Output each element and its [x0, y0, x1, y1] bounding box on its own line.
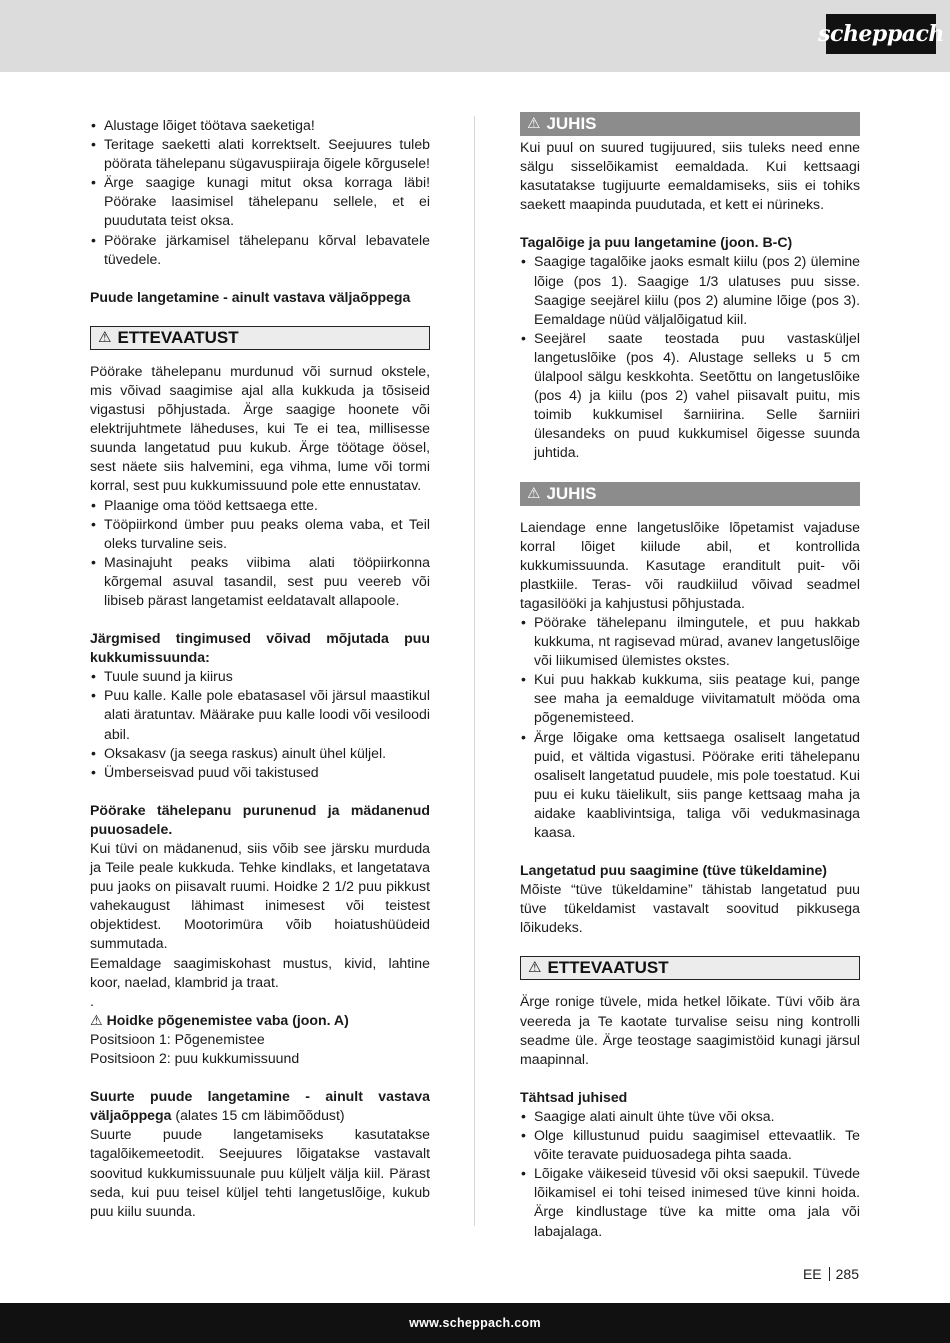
decay-heading: Pöörake tähelepanu purunenud ja mädanenud puuosadele.	[90, 801, 430, 837]
list-item: • Ümberseisvad puud või takistused	[90, 763, 430, 782]
list-item: • Kui puu hakkab kukkuma, siis peatage kui, pange see maha ja eemalduge viivitamatult mööda oma põgenemisteed.	[520, 670, 860, 727]
bucking-heading: Langetatud puu saagimine (tüve tükeldamine)	[520, 862, 827, 879]
caution-label: ETTEVAATUST	[547, 958, 669, 978]
caution-text: Pöörake tähelepanu murdunud või surnud okstele, mis võivad saagimise ajal alla kukkuda ja tõsiseid vigastusi põhjustada. Ärge saagige hoonete või elektrijuhtmete läheduses, kui Te ei tea, millisesse suunda langetatud puu kukub. Ärge töötage öösel, sest näete siis halvemini, ega vihma, lume või tormi korral, sest puu kukkumissuund pole ette ennustatav.	[90, 362, 430, 494]
large-heading: Suurte puude langetamine - ainult vastava väljaõppega (alates 15 cm läbimõõdust)	[90, 1088, 430, 1124]
header-band	[0, 0, 950, 72]
right-column	[520, 116, 860, 1241]
warning-icon: ⚠	[98, 328, 112, 346]
backcut-list	[520, 252, 860, 462]
page-number	[803, 1266, 859, 1282]
list-item: • Plaanige oma tööd kettsaega ette.	[90, 496, 430, 515]
list-item: • Saagige tagalõike jaoks esmalt kiilu (pos 2) ülemine lõige (pos 1). Saagige 1/3 ulatuses puu sisse. Saagige seejärel kiilu (pos 2) alumine lõige (pos 3). Eemaldage nüüd väljalõigatud kiil.	[520, 252, 860, 328]
conditions-list	[90, 667, 430, 782]
list-item: • Alustage lõiget töötava saeketiga!	[90, 116, 430, 135]
footer-bar	[0, 1303, 950, 1343]
caution-box	[520, 956, 860, 980]
list-item: • Saagige alati ainult ühte tüve või oksa.	[520, 1107, 860, 1126]
page-number-value: 285	[835, 1266, 859, 1282]
escape-pos2: Positsioon 2: puu kukkumissuund	[90, 1050, 300, 1067]
list-item: • Lõigake väikeseid tüvesid või oksi saepukil. Tüvede lõikamisel ei tohi teised inimesed tüve kinni hoida. Ärge kindlustage tüve ka mitte oma jala või labajalaga.	[520, 1164, 860, 1240]
list-item: • Pöörake järkamisel tähelepanu kõrval lebavatele tüvedele.	[90, 231, 430, 269]
escape-heading: ⚠ Hoidke põgenemistee vaba (joon. A)	[90, 1011, 349, 1028]
caution-list	[90, 496, 430, 611]
important-heading: Tähtsad juhised	[520, 1088, 628, 1105]
list-item: • Olge killustunud puidu saagimisel ettevaatlik. Te võite teravate puiduosadega pihta saada.	[520, 1126, 860, 1164]
warning-icon: ⚠	[527, 115, 541, 132]
note-box	[520, 482, 860, 506]
list-item: • Ärge lõigake oma kettsaega osaliselt langetatud puid, et vältida vigastusi. Pöörake eriti tähelepanu osaliselt langetatud puudele, mis pole toestatud. Kui puu ei kuku täielikult, siis pange kettsaag maha ja aidake kaablivintsiga, taliga või vedukmasinaga kaasa.	[520, 728, 860, 843]
warning-icon: ⚠	[527, 484, 541, 502]
footer-url[interactable]: www.scheppach.com	[409, 1316, 541, 1330]
escape-pos1: Positsioon 1: Põgenemistee	[90, 1030, 265, 1047]
list-item: • Tuule suund ja kiirus	[90, 667, 430, 686]
note-label: JUHIS	[546, 114, 597, 133]
clear-text: Eemaldage saagimiskohast mustus, kivid, lahtine koor, naelad, klambrid ja traat.	[90, 954, 430, 990]
list-item: • Seejärel saate teostada puu vastasküljel langetuslõike (pos 4). Alustage selleks u 5 cm ülalpool sälgu keskkohta. Seetõttu on langetuslõike (pos 4) ja kiilu (pos 2) vahel piisavalt puitu, mis toimib kukkumisel šarniirina. Selle šarniiri ülesandeks on puud kukkumisel õigesse suunda juhtida.	[520, 329, 860, 463]
column-divider	[474, 116, 475, 1226]
left-column	[90, 116, 430, 1221]
list-item: • Masinajuht peaks viibima alati tööpiirkonna kõrgemal asuval tasandil, sest puu veereb või libiseb pärast langetamist eeldatavalt allapoole.	[90, 553, 430, 610]
list-top	[90, 116, 430, 269]
note-box	[520, 112, 860, 136]
list-item: • Teritage saeketti alati korrektselt. Seejuures tuleb pöörata tähelepanu sügavuspiiraja õigele kõrgusele!	[90, 135, 430, 173]
felling-heading: Puude langetamine - ainult vastava väljaõppega	[90, 288, 411, 305]
list-item: • Oksakasv (ja seega raskus) ainult ühel küljel.	[90, 744, 430, 763]
warning-icon: ⚠	[528, 959, 542, 977]
backcut-heading: Tagalõige ja puu langetamine (joon. B-C)	[520, 234, 793, 251]
note-list	[520, 613, 860, 842]
important-list	[520, 1107, 860, 1241]
caution-text: Ärge ronige tüvele, mida hetkel lõikate. Tüvi võib ära veereda ja Te kaotate turvalise seisu ning kontrolli seadme üle. Ärge teostage saagimistöid kunagi järsul maapinnal.	[520, 993, 860, 1067]
decay-text: Kui tüvi on mädanenud, siis võib see järsku murduda ja Teile peale kukkuda. Tehke kindlaks, et langetatava puu jaoks on piisavalt ruumi. Hoidke 2 1/2 puu pikkust vahekaugust lähimast inimesest või teistest objektidest. Mootorimüra võib hoiatushüüdeid summutada.	[90, 840, 430, 952]
note-label: JUHIS	[546, 483, 597, 503]
caution-label: ETTEVAATUST	[117, 327, 239, 347]
large-text: Suurte puude langetamiseks kasutatakse tagalõikemeetodit. Seejuures lõigatakse vastavalt soovitud kukkumissuunale puu küljelt välja kiil. Pärast seda, kui puu teisel küljel tehti langetuslõige, kukub puu kiilu suunda.	[90, 1126, 430, 1219]
note-text: Kui puul on suured tugijuured, siis tuleks need enne sälgu sisselõikamist eemaldada. Kui kettsaagi kasutatakse tugijuurte eemaldamiseks, siis ei tohiks saekett maapinda puudutada, et kett ei nürineks.	[520, 139, 860, 213]
note-text: Laiendage enne langetuslõike lõpetamist vajaduse korral lõiget kiilude abil, et kontrollida kukkumissuunda. Kasutage eranditult puit- või plastkiile. Teras- või raudkiilud võivad seadmel tagasilööki ja kahjustusi põhjustada.	[520, 518, 860, 611]
bucking-text: Mõiste “tüve tükeldamine” tähistab langetatud puu tüve tükeldamist vastavalt soovitud pikkusega lõikudeks.	[520, 881, 860, 936]
conditions-heading: Järgmised tingimused võivad mõjutada puu kukkumissuunda:	[90, 630, 430, 666]
list-item: • Tööpiirkond ümber puu peaks olema vaba, et Teil oleks turvaline seis.	[90, 515, 430, 553]
list-item: • Pöörake tähelepanu ilmingutele, et puu hakkab kukkuma, nt ragisevad mürad, avanev langetuslõige või liikumised ülemistes okstes.	[520, 613, 860, 670]
list-item: • Ärge saagige kunagi mitut oksa korraga läbi! Pöörake laasimisel tähelepanu sellele, et ei puudutata teist oksa.	[90, 173, 430, 230]
scheppach-logo: scheppach	[826, 14, 936, 54]
warning-icon: ⚠	[90, 1011, 107, 1028]
list-item: • Puu kalle. Kalle pole ebatasasel või järsul maastikul alati äratuntav. Määrake puu kalle loodi või vesiloodi abil.	[90, 686, 430, 743]
stray-dot: .	[90, 992, 94, 1009]
caution-box	[90, 326, 430, 350]
language-code: EE	[802, 1266, 822, 1282]
